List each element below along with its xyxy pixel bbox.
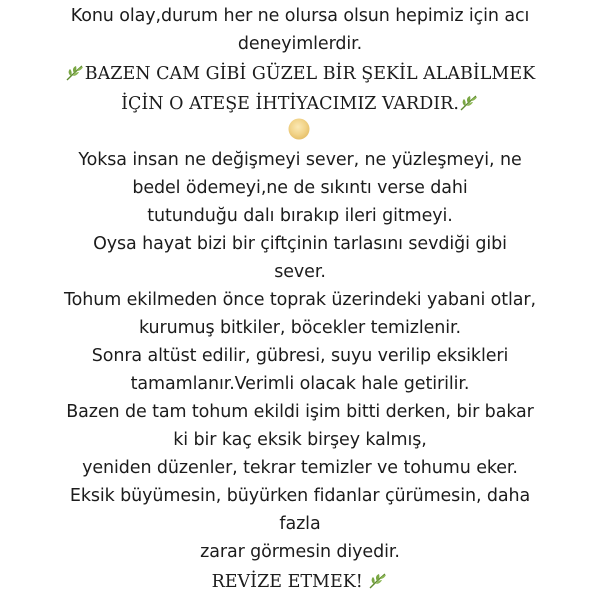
herb-leaf-icon [65, 64, 85, 82]
text-line-17 [0, 482, 600, 510]
text-line-1-content: Konu olay,durum her ne olursa olsun hepimiz için acı [70, 6, 530, 26]
text-line-10-content: Tohum ekilmeden önce toprak üzerindeki yabani otlar, [64, 290, 536, 310]
text-line-2 [0, 30, 600, 58]
heading-line-1-content: BAZEN CAM GİBİ GÜZEL BİR ŞEKİL ALABİLMEK [84, 64, 536, 84]
text-line-8 [0, 230, 600, 258]
text-line-17-content: Eksik büyümesin, büyürken fidanlar çürümesin, daha [69, 486, 531, 506]
text-line-8-content: Oysa hayat bizi bir çiftçinin tarlasını sevdiği gibi [93, 234, 507, 254]
text-line-10 [0, 286, 600, 314]
text-line-16 [0, 454, 600, 482]
text-line-5-content: Yoksa insan ne değişmeyi sever, ne yüzleşmeyi, ne [78, 150, 522, 170]
text-line-5 [0, 146, 600, 174]
text-line-11 [0, 314, 600, 342]
text-line-1 [0, 2, 600, 30]
closing-line [0, 568, 600, 596]
text-line-12 [0, 342, 600, 370]
text-line-7 [0, 202, 600, 230]
text-line-15 [0, 426, 600, 454]
text-line-19 [0, 538, 600, 566]
heading-line-2-content: İÇİN O ATEŞE İHTİYACIMIZ VARDIR. [121, 94, 459, 114]
sun-icon [287, 117, 311, 141]
text-line-6-content: bedel ödemeyi,ne de sıkıntı verse dahi [132, 178, 468, 198]
text-line-9 [0, 258, 600, 286]
text-line-6 [0, 174, 600, 202]
text-line-13 [0, 370, 600, 398]
text-line-7-content: tutunduğu dalı bırakıp ileri gitmeyi. [147, 206, 453, 226]
text-line-13-content: tamamlanır.Verimli olacak hale getirilir. [130, 374, 470, 394]
text-line-14 [0, 398, 600, 426]
text-line-11-content: kurumuş bitkiler, böcekler temizlenir. [139, 318, 461, 338]
herb-leaf-icon [459, 94, 479, 112]
text-line-18-content: fazla [279, 514, 321, 534]
text-line-14-content: Bazen de tam tohum ekildi işim bitti derken, bir bakar [66, 402, 534, 422]
text-line-9-content: sever. [274, 262, 326, 282]
text-line-16-content: yeniden düzenler, tekrar temizler ve tohumu eker. [82, 458, 518, 478]
text-line-19-content: zarar görmesin diyedir. [200, 542, 400, 562]
text-line-18 [0, 510, 600, 538]
text-line-15-content: ki bir kaç eksik birşey kalmış, [173, 430, 427, 450]
heading-line-2 [0, 90, 600, 118]
closing-line-content: REVİZE ETMEK! [211, 572, 363, 592]
herb-leaf-icon [368, 572, 388, 590]
heading-line-1 [0, 60, 600, 88]
text-line-2-content: deneyimlerdir. [237, 34, 363, 54]
text-line-12-content: Sonra altüst edilir, gübresi, suyu verilip eksikleri [91, 346, 509, 366]
